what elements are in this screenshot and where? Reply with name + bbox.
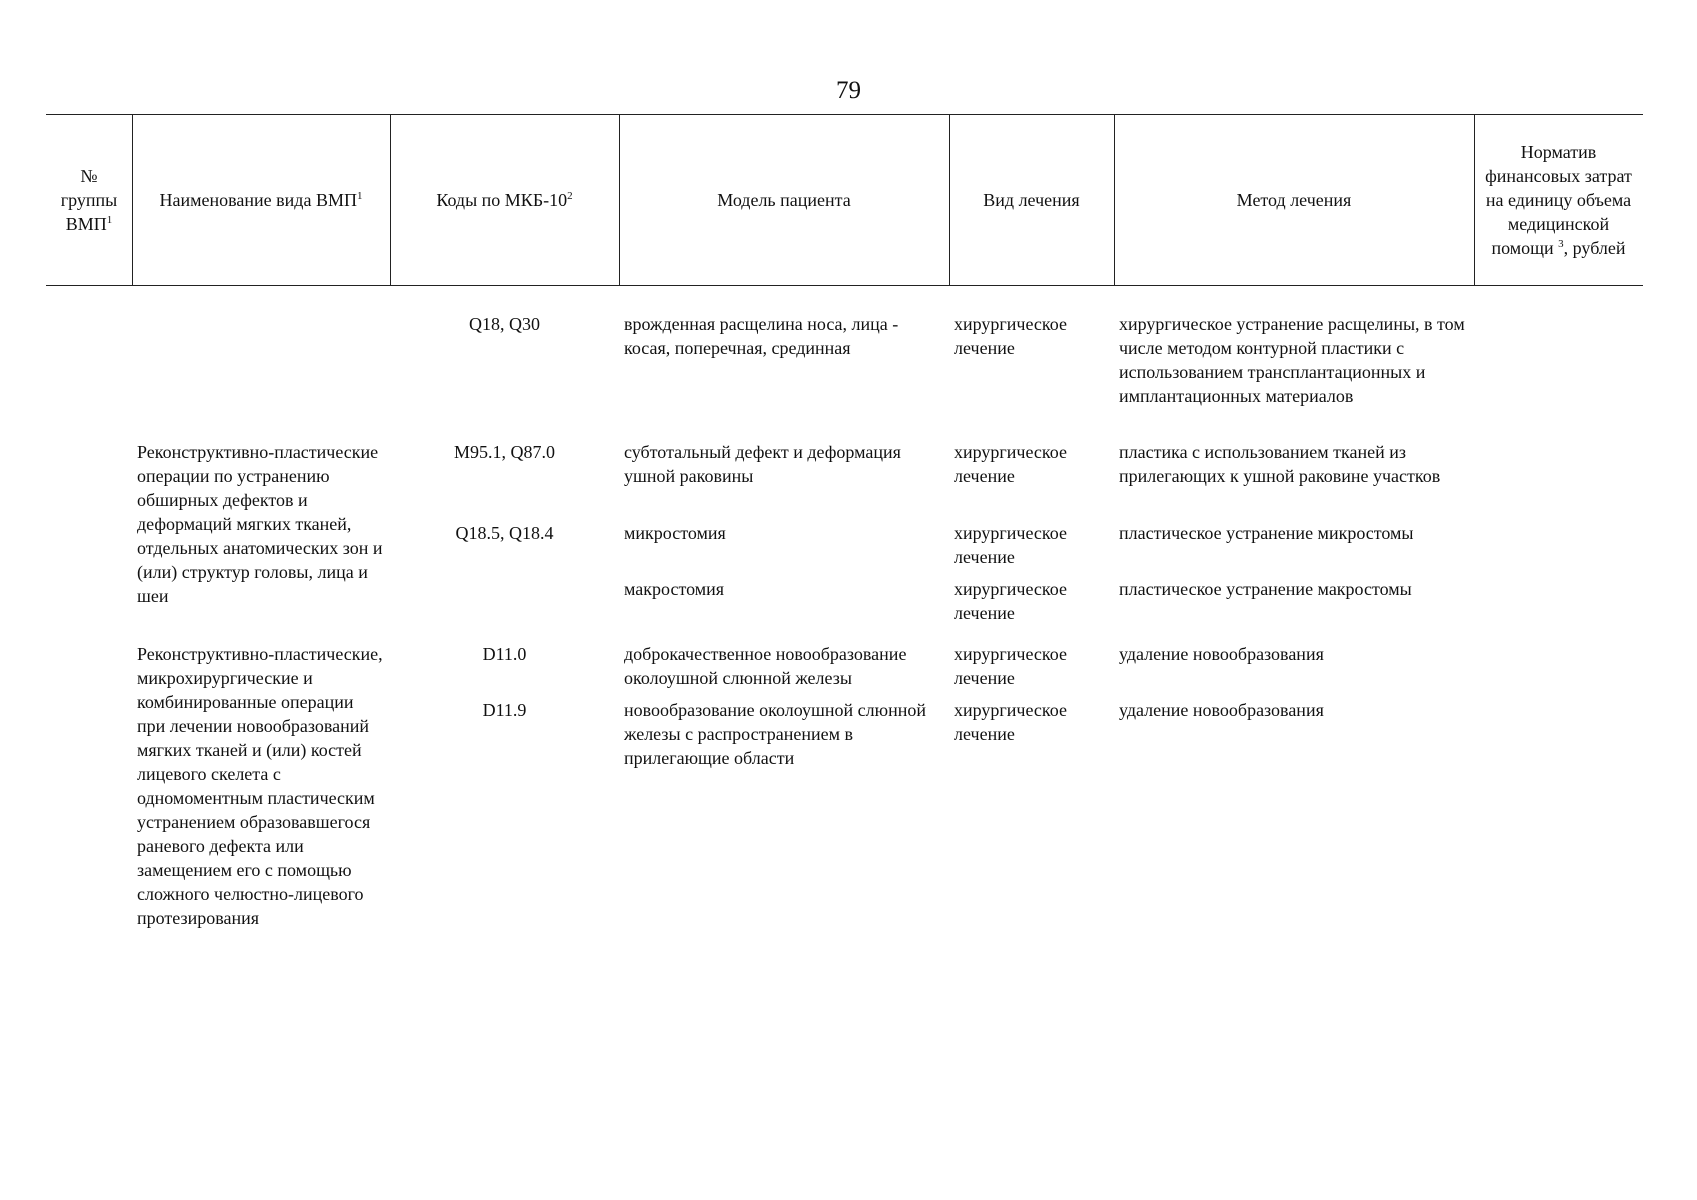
header-icd-codes-text: Коды по МКБ-10 bbox=[436, 189, 568, 210]
icd-code-cell: M95.1, Q87.0 bbox=[453, 442, 555, 462]
treatment-method-cell: хирургическое устранение расщелины, в том числе методом контурной пластики с использованием трансплантационных и имплантационных материалов bbox=[1119, 314, 1465, 406]
treatment-method-cell: удаление новообразования bbox=[1119, 644, 1324, 664]
treatment-type-cell: хирургическое лечение bbox=[954, 523, 1067, 567]
vmp-name-cell: Реконструктивно-пластические, микрохирургические и комбинированные операции при лечении новообразований мягких тканей и (или) костей лицевого скелета с одномоментным пластическим устранением образовавшегося раневого дефекта или замещением его с помощью сложного челюстно-лицевого протезирования bbox=[137, 644, 383, 928]
vmp-name-cell: Реконструктивно-пластические операции по устранению обширных дефектов и деформаций мягких тканей, отдельных анатомических зон и (или) структур головы, лица и шеи bbox=[137, 442, 383, 606]
treatment-type-cell: хирургическое лечение bbox=[954, 579, 1067, 623]
header-treatment-type-text: Вид лечения bbox=[983, 189, 1080, 210]
treatment-method-cell: пластическое устранение микростомы bbox=[1119, 523, 1414, 543]
header-cost-standard-text: Норматив финансовых затрат на единицу объема медицинской помощи bbox=[1485, 141, 1632, 258]
treatment-method-cell: удаление новообразования bbox=[1119, 700, 1324, 720]
patient-model-cell: доброкачественное новообразование околоушной слюнной железы bbox=[624, 644, 907, 688]
treatment-type-cell: хирургическое лечение bbox=[954, 314, 1067, 358]
treatment-method-cell: пластика с использованием тканей из прилегающих к ушной раковине участков bbox=[1119, 442, 1441, 486]
footnote-marker: 1 bbox=[356, 189, 363, 202]
header-cost-standard-unit: , рублей bbox=[1563, 237, 1626, 258]
patient-model-cell: врожденная расщелина носа, лица - косая, поперечная, срединная bbox=[624, 314, 899, 358]
header-icd-codes bbox=[390, 114, 619, 285]
header-bottom-rule bbox=[46, 285, 1643, 286]
icd-code-cell: Q18, Q30 bbox=[469, 314, 540, 334]
footnote-marker: 1 bbox=[106, 213, 113, 226]
header-vmp-name-text: Наименование вида ВМП bbox=[159, 189, 357, 210]
header-group-number bbox=[46, 114, 132, 285]
patient-model-cell: макростомия bbox=[624, 579, 725, 599]
icd-code-cell: D11.9 bbox=[482, 700, 527, 720]
header-treatment-method bbox=[1114, 114, 1474, 285]
patient-model-cell: новообразование околоушной слюнной железы с распространением в прилегающие области bbox=[624, 700, 927, 768]
page-number: 79 bbox=[836, 77, 861, 104]
header-patient-model-text: Модель пациента bbox=[717, 189, 851, 210]
treatment-type-cell: хирургическое лечение bbox=[954, 442, 1067, 486]
patient-model-cell: микростомия bbox=[624, 523, 726, 543]
patient-model-cell: субтотальный дефект и деформация ушной раковины bbox=[624, 442, 901, 486]
icd-code-cell: D11.0 bbox=[482, 644, 527, 664]
icd-code-cell: Q18.5, Q18.4 bbox=[455, 523, 554, 543]
header-treatment-method-text: Метод лечения bbox=[1236, 189, 1352, 210]
footnote-marker: 2 bbox=[567, 189, 573, 202]
header-treatment-type bbox=[949, 114, 1114, 285]
footnote-marker: 3 bbox=[1558, 237, 1564, 250]
header-group-number-text: № группы ВМП bbox=[60, 165, 118, 234]
treatment-type-cell: хирургическое лечение bbox=[954, 700, 1067, 744]
header-cost-standard bbox=[1474, 114, 1643, 285]
header-patient-model bbox=[619, 114, 949, 285]
treatment-type-cell: хирургическое лечение bbox=[954, 644, 1067, 688]
treatment-method-cell: пластическое устранение макростомы bbox=[1119, 579, 1412, 599]
header-vmp-name bbox=[132, 114, 390, 285]
